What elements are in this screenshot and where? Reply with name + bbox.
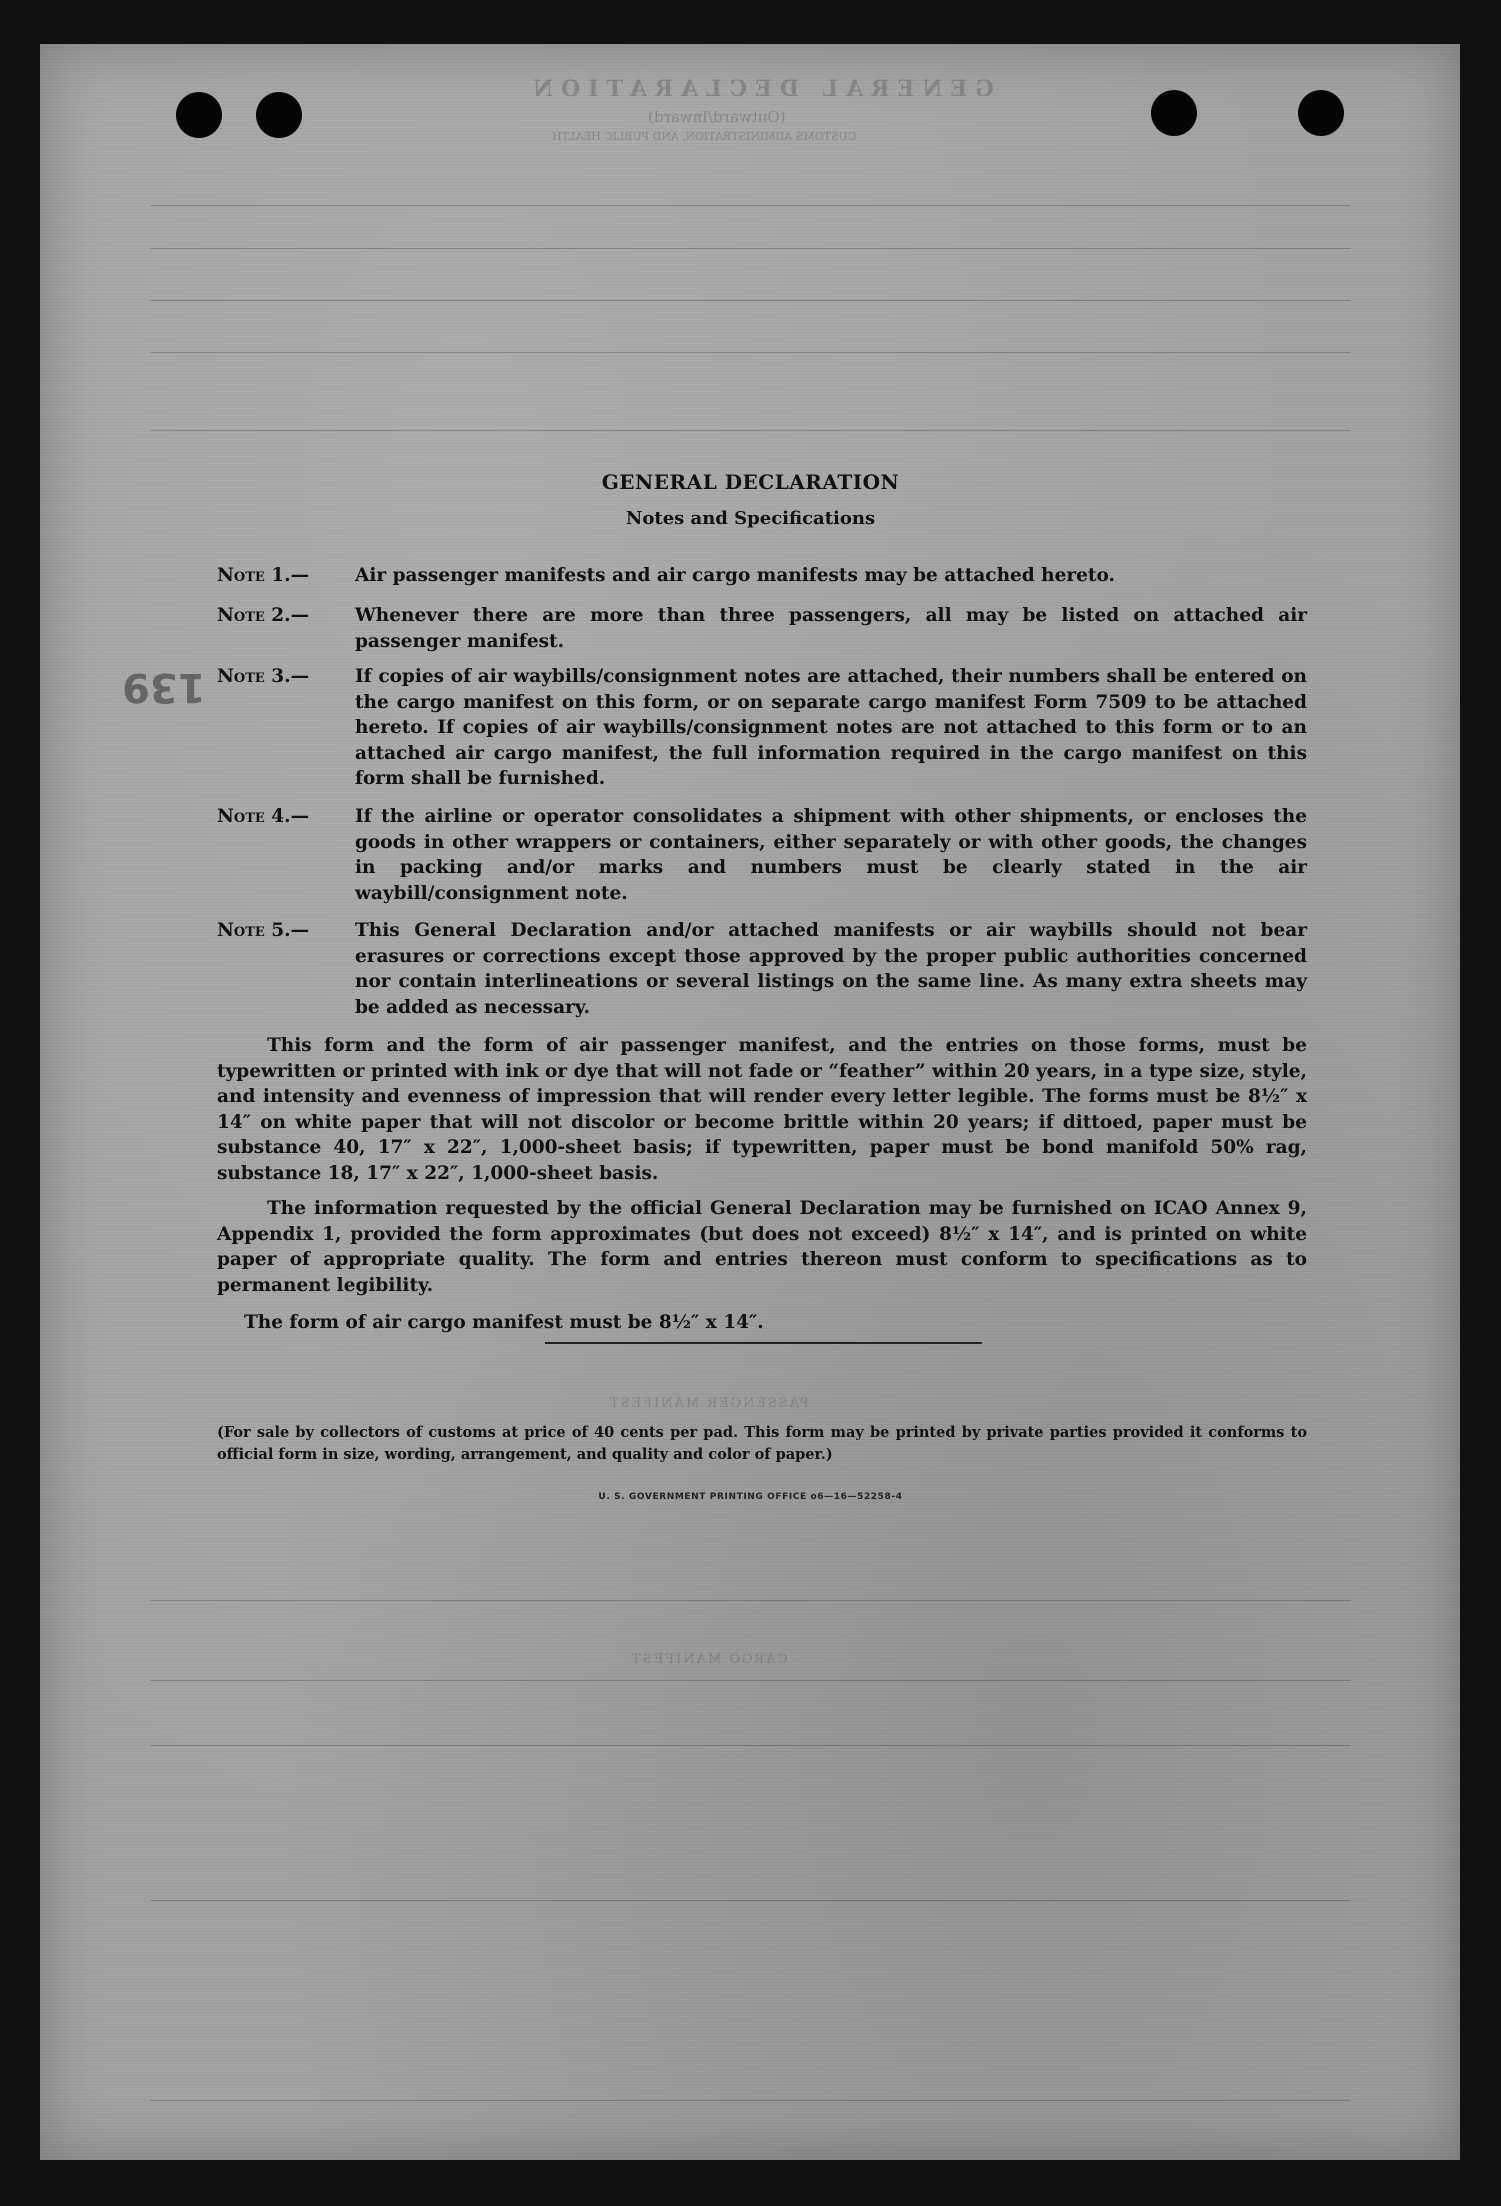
- page-title: GENERAL DECLARATION: [601, 470, 900, 494]
- note-label: Note 5.—: [217, 920, 310, 941]
- note-label: Note 2.—: [217, 605, 310, 626]
- sale-notice: (For sale by collectors of customs at price of 40 cents per pad. This form may be printed by private parties provided it conforms to official form in size, wording, arrangement, and quality and color of paper.): [217, 1424, 1307, 1463]
- punch-hole-right-outer: [1298, 90, 1344, 136]
- note-label: Note 1.—: [217, 565, 310, 586]
- paragraph-cargo-size: The form of air cargo manifest must be 8½″ x 14″.: [244, 1312, 764, 1333]
- note-text: Air passenger manifests and air cargo manifests may be attached hereto.: [355, 565, 1115, 586]
- rule-line: [545, 1342, 982, 1344]
- note-2: [217, 603, 1307, 654]
- note-1: [217, 563, 1307, 589]
- paragraph-form-requirements: This form and the form of air passenger manifest, and the entries on those forms, must be typewritten or printed with ink or dye that will not fade or “feather” within 20 years, in a type size, style, and intensity and evenness of impression that will render every letter legible. The forms must be 8½″ x 14″ on white paper that will not discolor or become brittle within 20 years; if dittoed, paper must be substance 40, 17″ x 22″, 1,000-sheet basis; if typewritten, paper must be bond manifold 50% rag, substance 18, 17″ x 22″, 1,000-sheet basis.: [217, 1035, 1307, 1184]
- bleed-line: [150, 300, 1350, 301]
- bleed-line: [150, 248, 1350, 249]
- bleed-through-passenger-manifest: PASSENGER MANIFEST: [608, 1396, 809, 1411]
- bleed-through-cargo-manifest: CARGO MANIFEST: [630, 1652, 788, 1667]
- bleed-line: [150, 352, 1350, 353]
- page-subtitle: Notes and Specifications: [625, 508, 876, 529]
- punch-hole-right-inner: [1151, 90, 1197, 136]
- bleed-line: [150, 1745, 1350, 1746]
- punch-hole-left-outer: [176, 92, 222, 138]
- note-label: Note 4.—: [217, 806, 310, 827]
- bleed-line: [150, 1600, 1350, 1601]
- note-label: Note 3.—: [217, 666, 310, 687]
- printer-line: U. S. GOVERNMENT PRINTING OFFICE o6—16—52258-4: [598, 1492, 903, 1502]
- paragraph-icao-annex: The information requested by the official General Declaration may be furnished on ICAO Annex 9, Appendix 1, provided the form approximates (but does not exceed) 8½″ x 14″, and is printed on white paper of appropriate quality. The form and entries thereon must conform to specifications as to permanent legibility.: [217, 1198, 1307, 1296]
- bleed-through-header: GENERAL DECLARATION: [525, 76, 994, 102]
- bleed-line: [150, 430, 1350, 431]
- bleed-line: [150, 205, 1350, 206]
- note-text: If the airline or operator consolidates a shipment with other shipments, or encloses the goods in other wrappers or containers, either separately or with other goods, the changes in packing and/or marks and numbers must be clearly stated in the air waybill/consignment note.: [355, 806, 1307, 904]
- note-text: Whenever there are more than three passengers, all may be listed on attached air passenger manifest.: [355, 605, 1307, 652]
- note-5: [217, 918, 1307, 1020]
- note-text: This General Declaration and/or attached manifests or air waybills should not bear erasures or corrections except those approved by the proper public authorities concerned nor contain interlineations or several listings on the same line. As many extra sheets may be added as necessary.: [355, 920, 1307, 1018]
- bleed-through-header-sub2: CUSTOMS ADMINISTRATION, AND PUBLIC HEALTH: [552, 130, 857, 143]
- punch-hole-left-inner: [256, 92, 302, 138]
- note-4: [217, 804, 1307, 906]
- bleed-line: [150, 1680, 1350, 1681]
- note-text: If copies of air waybills/consignment notes are attached, their numbers shall be entered on the cargo manifest on this form, or on separate cargo manifest Form 7509 to be attached hereto. If copies of air waybills/consignment notes are not attached to this form or to an attached air cargo manifest, the full information required in the cargo manifest on this form shall be furnished.: [355, 666, 1307, 789]
- note-3: [217, 664, 1307, 792]
- margin-page-number: 139: [122, 664, 206, 710]
- bleed-line: [150, 1900, 1350, 1901]
- bleed-through-header-sub: (Outward/Inward): [648, 108, 786, 126]
- bleed-line: [150, 2100, 1350, 2101]
